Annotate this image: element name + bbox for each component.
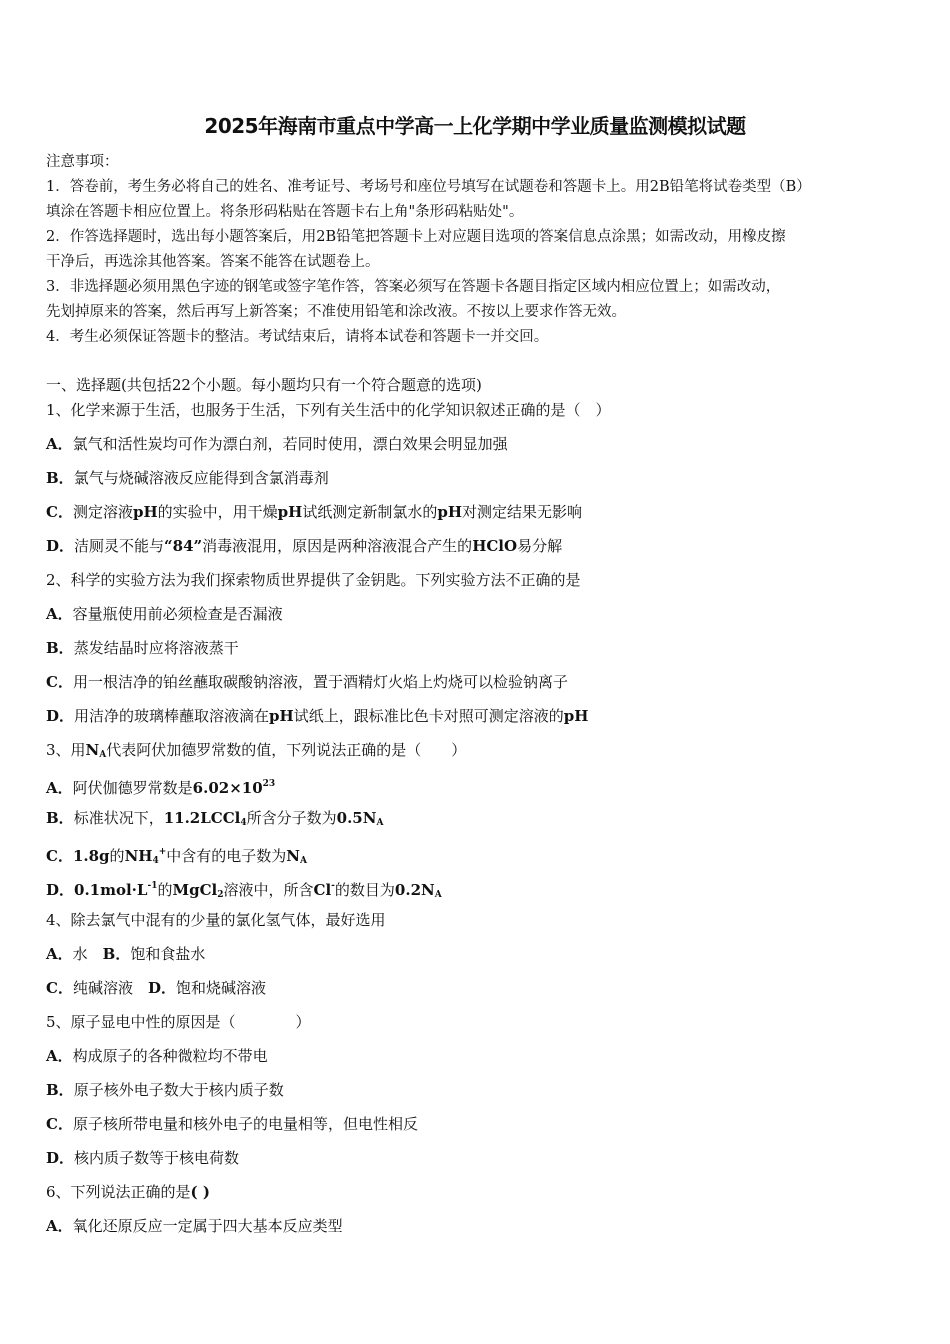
text-run: N (286, 847, 300, 865)
text-run: 容量瓶使用前必须检查是否漏液 (72, 605, 283, 623)
question-stem (46, 1010, 906, 1044)
answer-option (46, 1214, 906, 1248)
text-run: 纯碱溶液 (72, 979, 148, 997)
text-run: D． (147, 979, 176, 997)
text-run: + (158, 847, 167, 857)
text-run: -1 (147, 881, 158, 891)
text-run: 构成原子的各种微粒均不带电 (72, 1047, 268, 1065)
text-run: 水 (72, 945, 103, 963)
text-run: A (376, 818, 384, 828)
text-run: pH (269, 707, 294, 725)
answer-option (46, 976, 906, 1010)
text-run: 6、下列说法正确的是 (46, 1183, 191, 1201)
answer-option (46, 602, 906, 636)
text-run: 0.5N (336, 809, 377, 827)
text-run: A． (46, 779, 73, 797)
text-run: B． (46, 809, 74, 827)
notice-heading: 注意事项： (46, 154, 119, 170)
answer-option (46, 942, 906, 976)
text-run: 2、科学的实验方法为我们探索物质世界提供了金钥匙。下列实验方法不正确的是 (46, 571, 581, 589)
text-run: pH (563, 707, 589, 725)
question-stem (46, 568, 906, 602)
text-run: 消毒液混用，原因是两种溶液混合产生的 (202, 537, 473, 555)
question-stem (46, 738, 906, 772)
notice-line: 先划掉原来的答案，然后再写上新答案；不准使用铅笔和涂改液。不按以上要求作答无效。 (46, 304, 626, 320)
answer-option (46, 806, 906, 840)
text-run: A (99, 750, 107, 760)
answer-option (46, 466, 906, 500)
text-run: B． (46, 1081, 74, 1099)
section-heading (46, 373, 906, 398)
text-run: 阿伏伽德罗常数是 (72, 779, 193, 797)
answer-option (46, 874, 906, 908)
question-stem (46, 1180, 906, 1214)
text-run: MgCl (172, 881, 218, 899)
text-run: C． (46, 503, 73, 521)
text-run: ( ) (190, 1183, 210, 1201)
text-run: 核内质子数等于核电荷数 (74, 1149, 240, 1167)
answer-option (46, 704, 906, 738)
text-run: 试纸测定新制氯水的 (302, 503, 438, 521)
text-run: “84” (164, 537, 203, 555)
text-run: 用洁净的玻璃棒蘸取溶液滴在 (74, 707, 270, 725)
text-run: Cl (313, 881, 332, 899)
text-run: A． (46, 605, 73, 623)
text-run: D． (46, 1149, 75, 1167)
text-run: - (331, 881, 335, 891)
answer-option (46, 534, 906, 568)
answer-option (46, 1112, 906, 1146)
answer-option (46, 1044, 906, 1078)
text-run: 6.02×10 (192, 779, 263, 797)
text-run: 测定溶液 (72, 503, 133, 521)
text-run: 4 (152, 856, 159, 866)
text-run: 4、除去氯气中混有的少量的氯化氢气体，最好选用 (46, 911, 386, 929)
answer-option (46, 772, 906, 806)
text-run: A． (46, 435, 73, 453)
text-run: 0.1mol·L (74, 881, 148, 899)
text-run: 4 (240, 818, 247, 828)
text-run: 一、选择题(共包括22个小题。每小题均只有一个符合题意的选项) (46, 376, 482, 394)
text-run: 的 (109, 847, 125, 865)
text-run: A (300, 856, 307, 866)
answer-option (46, 1078, 906, 1112)
text-run: 1、化学来源于生活，也服务于生活，下列有关生活中的化学知识叙述正确的是（ ） (46, 401, 611, 419)
text-run: D． (46, 707, 75, 725)
text-run: C． (46, 1115, 73, 1133)
text-run: 原子核所带电量和核外电子的电量相等，但电性相反 (72, 1115, 418, 1133)
answer-option (46, 636, 906, 670)
text-run: 0.2N (394, 881, 435, 899)
text-run: HClO (472, 537, 518, 555)
text-run: N (85, 741, 100, 759)
notice-section (46, 150, 906, 350)
question-stem (46, 398, 906, 432)
answer-option (46, 432, 906, 466)
notice-line: 填涂在答题卡相应位置上。将条形码粘贴在答题卡右上角"条形码粘贴处"。 (46, 204, 524, 220)
text-run: 的 (157, 881, 173, 899)
page-title: 2025年海南市重点中学高一上化学期中学业质量监测模拟试题 (204, 114, 746, 138)
text-run: pH (277, 503, 303, 521)
text-run: C． (46, 847, 73, 865)
text-run: 1.8g (72, 847, 110, 865)
text-run: B． (102, 945, 131, 963)
text-run: 中含有的电子数为 (166, 847, 287, 865)
text-run: 氯气与烧碱溶液反应能得到含氯消毒剂 (73, 469, 329, 487)
notice-line: 4．考生必须保证答题卡的整洁。考试结束后，请将本试卷和答题卡一并交回。 (46, 329, 549, 345)
text-run: 代表阿伏加德罗常数的值，下列说法正确的是（ ） (106, 741, 467, 759)
answer-option (46, 1146, 906, 1180)
text-run: C． (46, 979, 73, 997)
notice-line: 2．作答选择题时，选出每小题答案后，用2B铅笔把答题卡上对应题目选项的答案信息点涂黑；如需改动，用橡皮擦 (46, 229, 786, 245)
answer-option (46, 670, 906, 704)
text-run: 用一根洁净的铂丝蘸取碳酸钠溶液，置于酒精灯火焰上灼烧可以检验钠离子 (72, 673, 568, 691)
text-run: 23 (262, 779, 276, 789)
answer-option (46, 840, 906, 874)
text-run: 所含分子数为 (246, 809, 337, 827)
text-run: C． (46, 673, 73, 691)
text-run: 标准状况下， (73, 809, 164, 827)
text-run: 溶液中，所含 (223, 881, 314, 899)
text-run: 氧化还原反应一定属于四大基本反应类型 (72, 1217, 343, 1235)
text-run: 3、用 (46, 741, 86, 759)
text-run: B． (46, 469, 74, 487)
question-section (46, 373, 906, 1248)
answer-option (46, 500, 906, 534)
text-run: 试纸上，跟标准比色卡对照可测定溶液的 (293, 707, 564, 725)
text-run: pH (132, 503, 158, 521)
text-run: A． (46, 945, 73, 963)
text-run: pH (437, 503, 463, 521)
text-run: D． (46, 881, 75, 899)
notice-line: 干净后，再选涂其他答案。答案不能答在试题卷上。 (46, 254, 380, 270)
text-run: 对测定结果无影响 (462, 503, 583, 521)
text-run: 的实验中，用干燥 (157, 503, 278, 521)
text-run: 饱和烧碱溶液 (175, 979, 266, 997)
text-run: B． (46, 639, 74, 657)
text-run: 饱和食盐水 (130, 945, 206, 963)
text-run: A (434, 890, 442, 900)
text-run: 的数目为 (334, 881, 395, 899)
text-run: 洁厕灵不能与 (74, 537, 165, 555)
text-run: 11.2LCCl (163, 809, 241, 827)
text-run: 原子核外电子数大于核内质子数 (73, 1081, 284, 1099)
text-run: 易分解 (517, 537, 563, 555)
text-run: D． (46, 537, 75, 555)
notice-line: 1．答卷前，考生务必将自己的姓名、准考证号、考场号和座位号填写在试题卷和答题卡上。用2B铅笔将试卷类型（B） (46, 179, 811, 195)
text-run: 2 (217, 890, 224, 900)
text-run: 氯气和活性炭均可作为漂白剂，若同时使用，漂白效果会明显加强 (72, 435, 508, 453)
text-run: 5、原子显电中性的原因是（ ） (46, 1013, 311, 1031)
text-run: A． (46, 1217, 73, 1235)
notice-line: 3．非选择题必须用黑色字迹的钢笔或签字笔作答，答案必须写在答题卡各题目指定区域内相应位置上；如需改动， (46, 279, 781, 295)
text-run: 蒸发结晶时应将溶液蒸干 (73, 639, 239, 657)
question-stem (46, 908, 906, 942)
text-run: A． (46, 1047, 73, 1065)
text-run: NH (124, 847, 153, 865)
